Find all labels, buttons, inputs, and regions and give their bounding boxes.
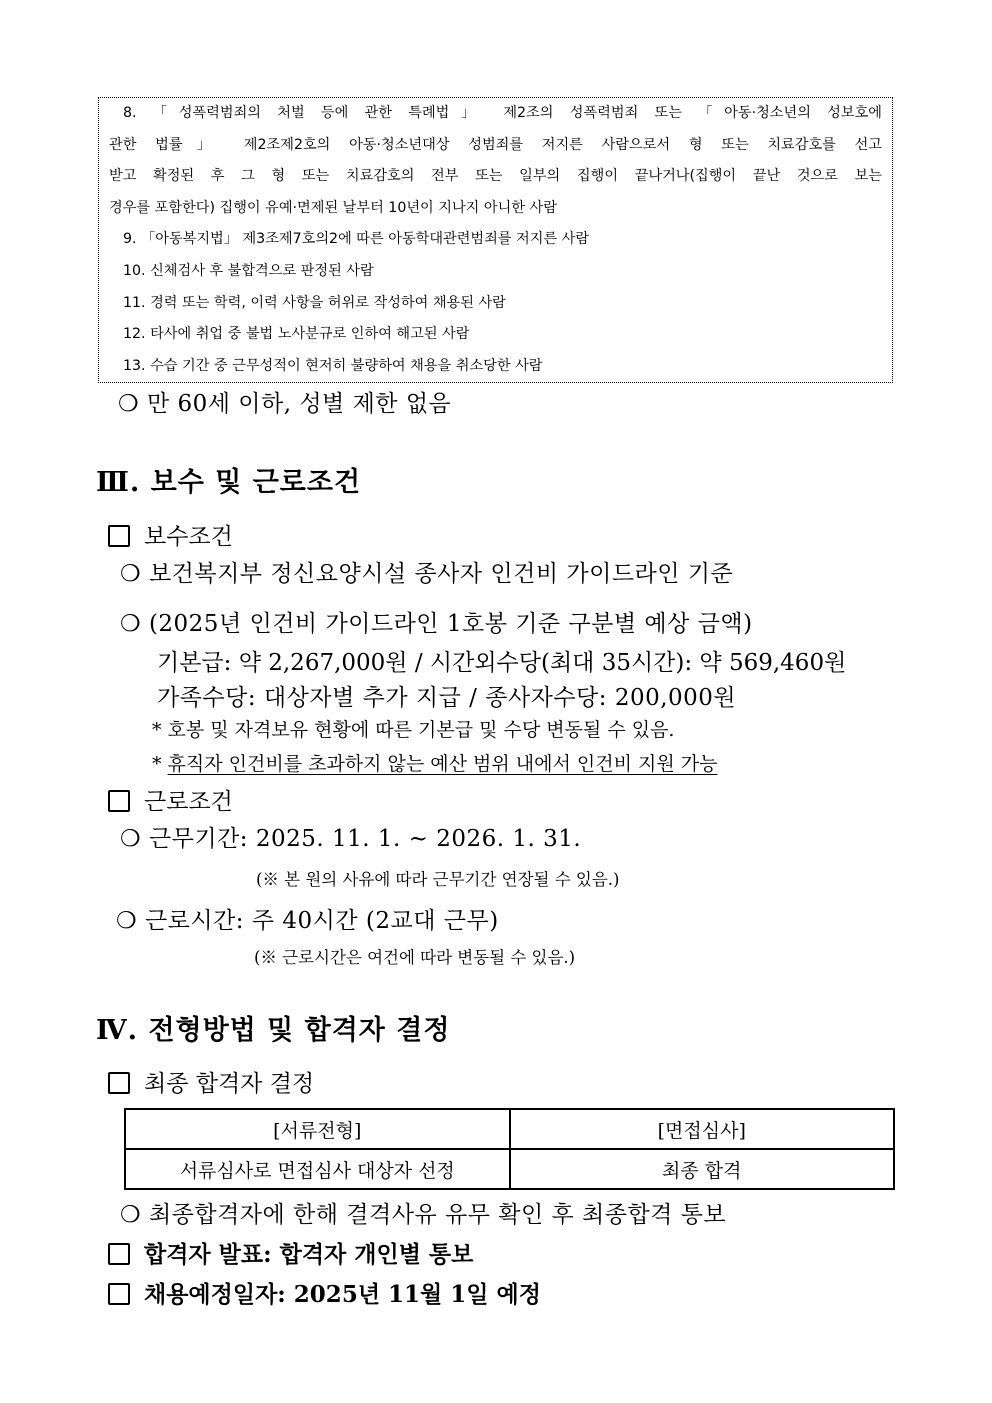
- pay-note-2-text: 휴직자 인건비를 초과하지 않는 예산 범위 내에서 인건비 지원 가능: [167, 753, 718, 775]
- bullet-circle-icon: ❍: [120, 826, 142, 852]
- criteria-item-8-line: 관한 법률」 제2조제2호의 아동·청소년대상 성범죄를 저지른 사람으로서 형 또는 치료감호를 선고: [109, 136, 882, 153]
- checkbox-square-icon: [108, 1283, 130, 1305]
- section-3-title: Ⅲ. 보수 및 근로조건: [96, 467, 362, 498]
- selection-table: [124, 1108, 895, 1190]
- criteria-item-12: 12. 타사에 취업 중 불법 노사분규로 인하여 해고된 사람: [123, 326, 470, 343]
- table-cell: 서류심사로 면접심사 대상자 선정: [125, 1149, 510, 1189]
- pay-amount-line-1: 기본급: 약 2,267,000원 / 시간외수당(최대 35시간): 약 569,460원: [157, 650, 847, 676]
- pay-heading-text: 보수조건: [144, 524, 233, 550]
- criteria-item-8-line: 8. 「성폭력범죄의 처벌 등에 관한 특례법」 제2조의 성폭력범죄 또는 「아동·청소년의 성보호에: [123, 105, 882, 121]
- announce-heading: [108, 1236, 473, 1269]
- pay-note-2-prefix: *: [152, 753, 168, 775]
- section-4-title: Ⅳ. 전형방법 및 합격자 결정: [96, 1015, 451, 1046]
- pay-amount-line-2: 가족수당: 대상자별 추가 지급 / 종사자수당: 200,000원: [157, 685, 737, 711]
- criteria-item-13: 13. 수습 기간 중 근무성적이 현저히 불량하여 채용을 취소당한 사람: [123, 357, 543, 374]
- work-heading: [108, 783, 233, 816]
- final-note-text: 최종합격자에 한해 결격사유 유무 확인 후 최종합격 통보: [148, 1202, 727, 1228]
- checkbox-square-icon: [108, 1243, 130, 1265]
- pay-bullet-1-text: 보건복지부 정신요양시설 종사자 인건비 가이드라인 기준: [148, 561, 734, 587]
- pay-heading: [108, 518, 233, 551]
- criteria-item-9: 9. 「아동복지법」 제3조제7호의2에 따른 아동학대관련범죄를 저지른 사람: [123, 231, 590, 248]
- work-hours-text: 근로시간: 주 40시간 (2교대 근무): [144, 908, 499, 934]
- work-heading-text: 근로조건: [144, 789, 233, 815]
- final-heading-text: 최종 합격자 결정: [144, 1071, 315, 1097]
- criteria-item-8-line: 경우를 포함한다) 집행이 유예·면제된 날부터 10년이 지나지 아니한 사람: [109, 199, 557, 216]
- table-cell: 최종 합격: [510, 1149, 895, 1189]
- criteria-item-8-line: 받고 확정된 후 그 형 또는 치료감호의 전부 또는 일부의 집행이 끝나거나(집행이 끝난 것으로 보는: [109, 168, 882, 185]
- age-note: [118, 385, 451, 418]
- pay-bullet-1: [120, 555, 733, 588]
- final-note: [120, 1196, 726, 1229]
- table-header-cell: [면접심사]: [510, 1109, 895, 1149]
- table-header-cell: [서류전형]: [125, 1109, 510, 1149]
- bullet-circle-icon: ❍: [120, 611, 142, 637]
- age-note-text: 만 60세 이하, 성별 제한 없음: [146, 391, 452, 417]
- checkbox-square-icon: [108, 790, 130, 812]
- table-header-row: [125, 1109, 894, 1149]
- criteria-item-11: 11. 경력 또는 학력, 이력 사항을 허위로 작성하여 채용된 사람: [123, 294, 506, 311]
- pay-note-1: * 호봉 및 자격보유 현황에 따른 기본급 및 수당 변동될 수 있음.: [152, 719, 675, 741]
- hire-date-heading: [108, 1276, 541, 1309]
- bullet-circle-icon: ❍: [118, 391, 140, 417]
- pay-bullet-2: [120, 605, 753, 638]
- disqualification-box: [98, 97, 893, 383]
- bullet-circle-icon: ❍: [116, 908, 138, 934]
- hire-date-text: 채용예정일자: 2025년 11월 1일 예정: [144, 1281, 541, 1308]
- work-period-note: (※ 본 원의 사유에 따라 근무기간 연장될 수 있음.): [256, 870, 620, 889]
- work-hours-note: (※ 근로시간은 여건에 따라 변동될 수 있음.): [254, 948, 576, 967]
- work-period: [120, 820, 581, 853]
- bullet-circle-icon: ❍: [120, 1202, 142, 1228]
- pay-note-2: [152, 749, 717, 776]
- table-row: [125, 1149, 894, 1189]
- final-heading: [108, 1065, 314, 1098]
- work-period-text: 근무기간: 2025. 11. 1. ~ 2026. 1. 31.: [148, 826, 582, 852]
- announce-text: 합격자 발표: 합격자 개인별 통보: [144, 1241, 474, 1268]
- work-hours: [116, 902, 499, 935]
- criteria-item-10: 10. 신체검사 후 불합격으로 판정된 사람: [123, 262, 374, 279]
- checkbox-square-icon: [108, 1072, 130, 1094]
- bullet-circle-icon: ❍: [120, 561, 142, 587]
- pay-bullet-2-text: (2025년 인건비 가이드라인 1호봉 기준 구분별 예상 금액): [148, 611, 753, 637]
- checkbox-square-icon: [108, 525, 130, 547]
